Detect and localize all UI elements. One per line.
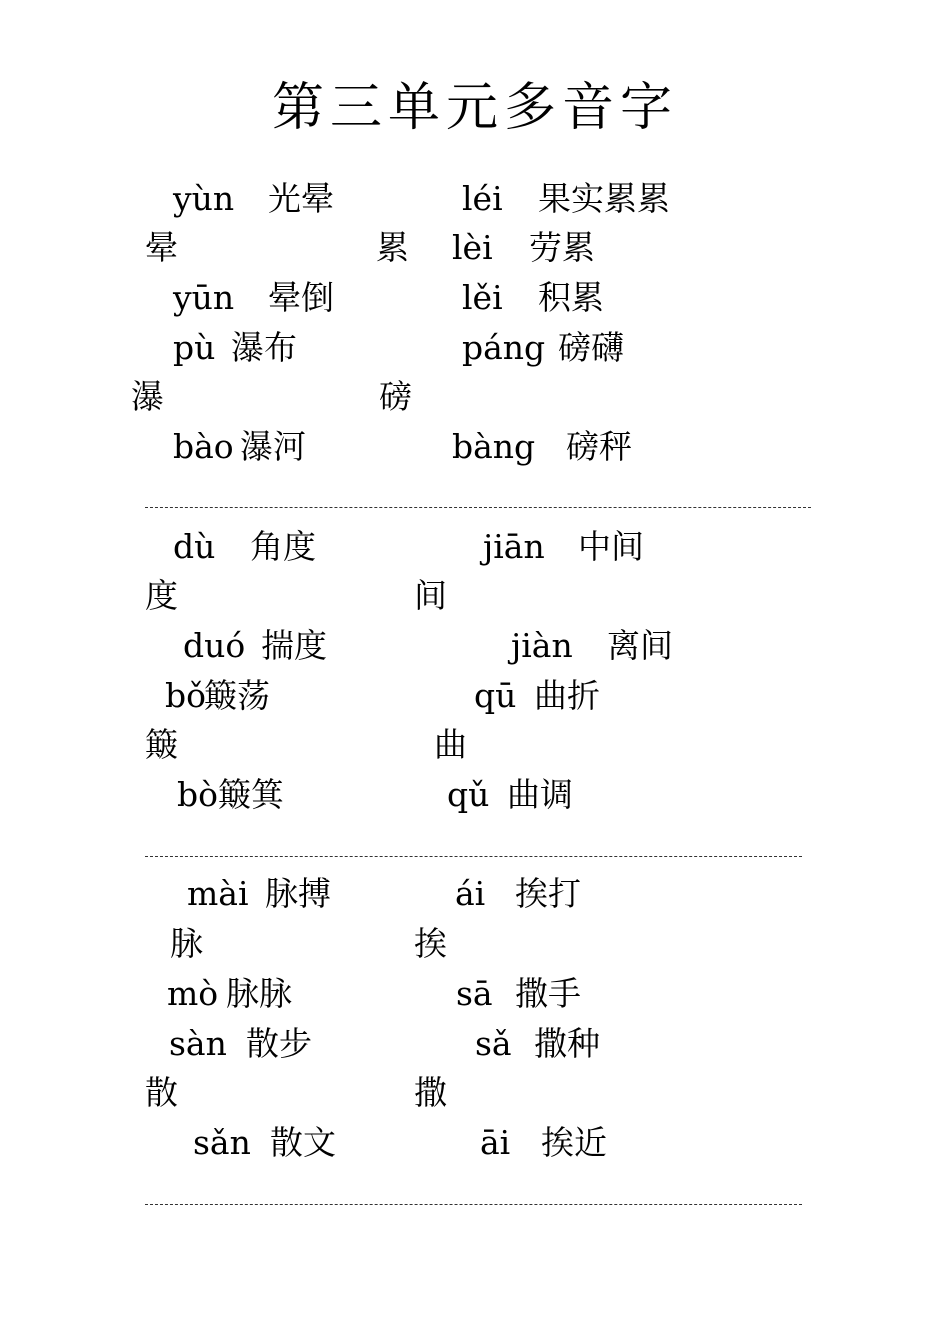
polyphone-char: 晕 [145, 228, 178, 267]
pinyin: mò [167, 974, 219, 1013]
word: 瀑河 [240, 427, 306, 466]
pinyin: qǔ [447, 775, 490, 814]
word: 揣度 [261, 626, 327, 665]
pinyin: sǎ [475, 1024, 512, 1063]
word: 挨近 [541, 1123, 607, 1162]
polyphone-char: 度 [145, 576, 178, 615]
word: 磅秤 [566, 427, 632, 466]
word: 积累 [538, 278, 604, 317]
section-divider [145, 1204, 802, 1205]
polyphone-char: 撒 [414, 1073, 447, 1112]
pinyin: bǒ [165, 676, 206, 715]
word: 中间 [578, 527, 644, 566]
pinyin: mài [187, 874, 249, 913]
pinyin: yūn [173, 278, 235, 317]
polyphone-char: 磅 [379, 377, 412, 416]
pinyin: lěi [462, 278, 503, 317]
word: 晕倒 [268, 278, 334, 317]
pinyin: yùn [173, 179, 235, 218]
word: 劳累 [529, 228, 595, 267]
word: 离间 [607, 626, 673, 665]
word: 磅礴 [558, 328, 624, 367]
word: 光晕 [268, 179, 334, 218]
section-divider [145, 856, 802, 857]
pinyin: bào [173, 427, 234, 466]
polyphone-char: 簸 [145, 725, 178, 764]
word: 果实累累 [538, 179, 670, 218]
polyphone-char: 脉 [170, 924, 203, 963]
word: 角度 [250, 527, 316, 566]
pinyin: pù [173, 328, 216, 367]
pinyin: sàn [169, 1024, 227, 1063]
pinyin: léi [462, 179, 503, 218]
word: 曲调 [507, 775, 573, 814]
word: 撒种 [534, 1024, 600, 1063]
section-divider [145, 507, 811, 508]
pinyin: duó [183, 626, 246, 665]
pinyin: qū [474, 676, 517, 715]
word: 簸箕 [218, 775, 284, 814]
word: 撒手 [515, 974, 581, 1013]
pinyin: āi [480, 1123, 511, 1162]
pinyin: jiàn [511, 626, 573, 665]
word: 脉搏 [265, 874, 331, 913]
word: 散文 [270, 1123, 336, 1162]
word: 脉脉 [226, 974, 292, 1013]
pinyin: bàng [452, 427, 536, 466]
word: 簸荡 [204, 676, 270, 715]
page-title: 第三单元多音字 [271, 78, 678, 138]
polyphone-char: 曲 [434, 725, 467, 764]
pinyin: ái [455, 874, 486, 913]
polyphone-char: 瀑 [131, 377, 164, 416]
polyphone-char: 挨 [414, 924, 447, 963]
polyphone-char: 散 [145, 1073, 178, 1112]
word: 挨打 [515, 874, 581, 913]
pinyin: sā [456, 974, 493, 1013]
pinyin: sǎn [193, 1123, 251, 1162]
word: 曲折 [534, 676, 600, 715]
polyphone-char: 累 [376, 228, 409, 267]
word: 瀑布 [231, 328, 297, 367]
word: 散步 [246, 1024, 312, 1063]
polyphone-char: 间 [414, 576, 447, 615]
pinyin: lèi [452, 228, 493, 267]
pinyin: jiān [483, 527, 545, 566]
pinyin: páng [462, 328, 546, 367]
pinyin: bò [177, 775, 218, 814]
pinyin: dù [173, 527, 216, 566]
